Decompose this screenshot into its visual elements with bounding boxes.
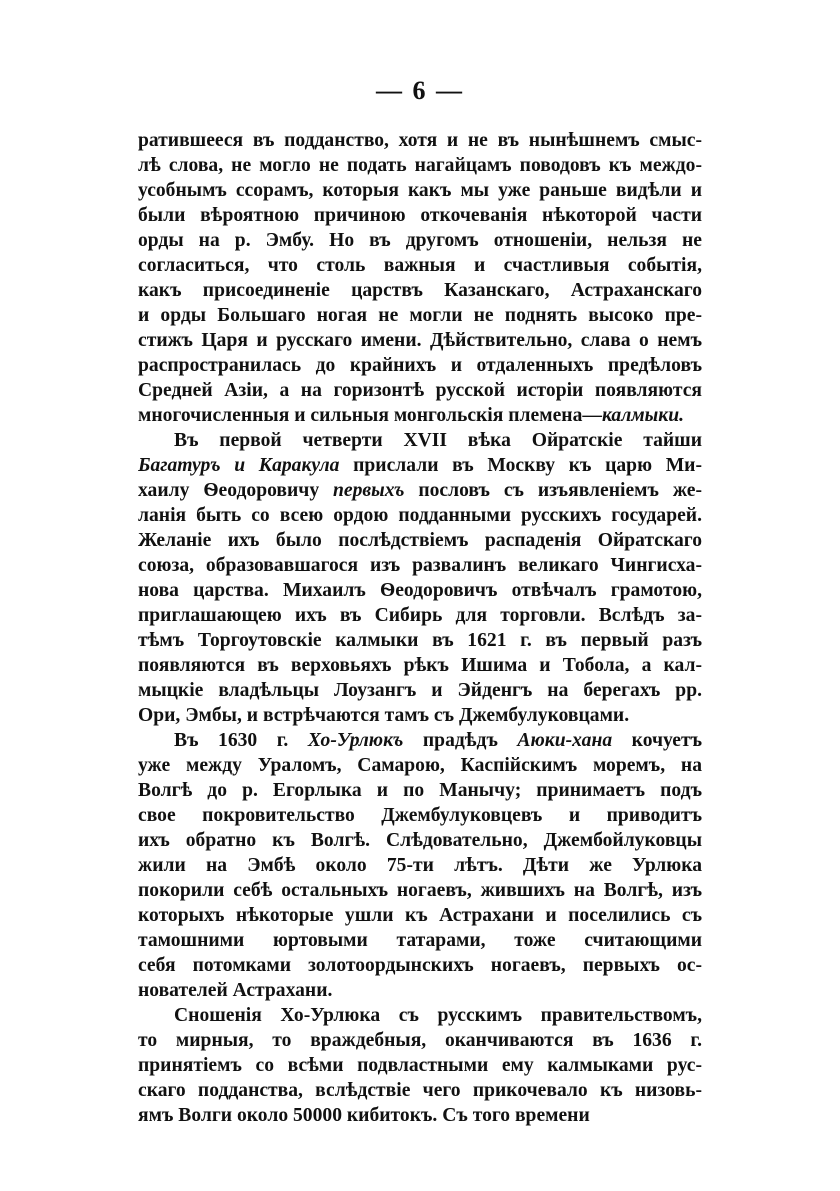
- paragraph: [138, 128, 702, 428]
- text-segment: Сношенія Хо-Урлюка съ русскимъ правительствомъ,: [174, 1005, 702, 1026]
- text-line: [138, 753, 702, 778]
- text-segment: первыхъ: [333, 480, 405, 501]
- page-number: — 6 —: [376, 76, 464, 105]
- text-segment: то мирныя, то враждебныя, оканчиваются въ 1636 г.: [138, 1030, 702, 1051]
- text-segment: ратившееся въ подданство, хотя и не въ нынѣшнемъ смыс-: [138, 130, 702, 151]
- text-segment: появляются въ верховьяхъ рѣкъ Ишима и Тобола, а кал-: [138, 655, 702, 676]
- text-segment: Желаніе ихъ было послѣдствіемъ распаденія Ойратскаго: [138, 530, 702, 551]
- text-segment: орды на р. Эмбу. Но въ другомъ отношеніи, нельзя не: [138, 230, 702, 251]
- text-segment: многочисленныя и сильныя монгольскія племена—: [138, 405, 602, 426]
- text-line: [138, 878, 702, 903]
- text-line: [138, 953, 702, 978]
- text-segment: принятіемъ со всѣми подвластными ему калмыками рус-: [138, 1055, 702, 1076]
- text-segment: Средней Азіи, а на горизонтѣ русской исторіи появляются: [138, 380, 702, 401]
- text-segment: усобнымъ ссорамъ, которыя какъ мы уже раньше видѣли и: [138, 180, 702, 201]
- text-line: [138, 403, 702, 428]
- text-segment: Багатуръ и Каракула: [138, 455, 340, 476]
- text-line: [138, 253, 702, 278]
- text-segment: жили на Эмбѣ около 75-ти лѣтъ. Дѣти же Урлюка: [138, 855, 702, 876]
- text-segment: лѣ слова, не могло не подать нагайцамъ поводовъ къ междо-: [138, 155, 702, 176]
- text-line: [138, 853, 702, 878]
- text-segment: Аюки-хана: [517, 730, 613, 751]
- text-segment: приглашающею ихъ въ Сибирь для торговли. Вслѣдъ за-: [138, 605, 702, 626]
- text-segment: нователей Астрахани.: [138, 980, 333, 1001]
- text-line: [138, 1103, 702, 1128]
- paragraph: [138, 1003, 702, 1128]
- text-line: [138, 203, 702, 228]
- text-line: [138, 1053, 702, 1078]
- text-segment: кочуетъ: [612, 730, 702, 751]
- text-line: [138, 153, 702, 178]
- text-segment: свое покровительство Джембулуковцевъ и приводитъ: [138, 805, 702, 826]
- text-line: [138, 128, 702, 153]
- text-line: [138, 453, 702, 478]
- paragraph: [138, 428, 702, 728]
- text-line: [138, 303, 702, 328]
- text-segment: Въ 1630 г.: [174, 730, 308, 751]
- text-segment: согласиться, что столь важныя и счастливыя событія,: [138, 255, 702, 276]
- text-segment: какъ присоединеніе царствъ Казанскаго, Астраханскаго: [138, 280, 702, 301]
- text-segment: Въ первой четверти XVII вѣка Ойратскіе тайши: [174, 430, 702, 451]
- text-segment: мыцкіе владѣльцы Лоузангъ и Эйденгъ на берегахъ рр.: [138, 680, 702, 701]
- text-segment: хаилу Ѳеодоровичу: [138, 480, 334, 501]
- text-line: [138, 378, 702, 403]
- text-segment: себя потомками золотоордынскихъ ногаевъ, первыхъ ос-: [138, 955, 702, 976]
- text-line: [138, 278, 702, 303]
- text-segment: ланія быть со всею ордою подданными русскихъ государей.: [138, 505, 702, 526]
- text-line: [138, 553, 702, 578]
- text-line: [138, 928, 702, 953]
- text-segment: калмыки.: [601, 405, 685, 426]
- text-segment: скаго подданства, вслѣдствіе чего прикочевало къ низовь-: [138, 1080, 702, 1101]
- text-line: [138, 653, 702, 678]
- text-line: [138, 678, 702, 703]
- text-line: [138, 803, 702, 828]
- text-segment: Волгѣ до р. Егорлыка и по Манычу; принимаетъ подъ: [138, 780, 702, 801]
- text-segment: ямъ Волги около 50000 кибитокъ. Съ того времени: [138, 1105, 590, 1126]
- text-line: [138, 1078, 702, 1103]
- body-text: [138, 128, 702, 1128]
- text-line: [138, 903, 702, 928]
- text-line: [138, 978, 702, 1003]
- text-line: [138, 478, 702, 503]
- text-segment: тѣмъ Торгоутовскіе калмыки въ 1621 г. въ первый разъ: [138, 630, 702, 651]
- text-line: [138, 178, 702, 203]
- text-line: [138, 628, 702, 653]
- text-line: [138, 328, 702, 353]
- text-segment: союза, образовавшагося изъ развалинъ великаго Чингисха-: [138, 555, 702, 576]
- text-segment: стижъ Царя и русскаго имени. Дѣйствительно, слава о немъ: [138, 330, 702, 351]
- text-line: [138, 528, 702, 553]
- text-segment: ихъ обратно къ Волгѣ. Слѣдовательно, Джембойлуковцы: [138, 830, 702, 851]
- text-segment: были вѣроятною причиною откочеванія нѣкоторой части: [138, 205, 702, 226]
- text-line: [138, 1003, 702, 1028]
- text-segment: и орды Большаго ногая не могли не поднять высоко пре-: [138, 305, 702, 326]
- text-segment: прислали въ Москву къ царю Ми-: [339, 455, 702, 476]
- text-segment: распространилась до крайнихъ и отдаленныхъ предѣловъ: [138, 355, 702, 376]
- text-line: [138, 603, 702, 628]
- text-segment: Хо-Урлюкъ: [307, 730, 404, 751]
- text-line: [138, 828, 702, 853]
- text-segment: которыхъ нѣкоторые ушли къ Астрахани и поселились съ: [138, 905, 702, 926]
- text-line: [138, 778, 702, 803]
- text-line: [138, 428, 702, 453]
- text-line: [138, 353, 702, 378]
- text-line: [138, 578, 702, 603]
- text-segment: уже между Ураломъ, Самарою, Каспійскимъ моремъ, на: [138, 755, 702, 776]
- text-segment: пословъ съ изъявленіемъ же-: [404, 480, 702, 501]
- text-segment: нова царства. Михаилъ Ѳеодоровичъ отвѣчалъ грамотою,: [138, 580, 702, 601]
- text-segment: Ори, Эмбы, и встрѣчаются тамъ съ Джембулуковцами.: [138, 705, 630, 726]
- text-line: [138, 728, 702, 753]
- text-line: [138, 503, 702, 528]
- text-line: [138, 1028, 702, 1053]
- text-line: [138, 703, 702, 728]
- paragraph: [138, 728, 702, 1003]
- text-segment: тамошними юртовыми татарами, тоже считающими: [138, 930, 702, 951]
- text-segment: покорили себѣ остальныхъ ногаевъ, жившихъ на Волгѣ, изъ: [138, 880, 702, 901]
- text-segment: прадѣдъ: [403, 730, 518, 751]
- text-line: [138, 228, 702, 253]
